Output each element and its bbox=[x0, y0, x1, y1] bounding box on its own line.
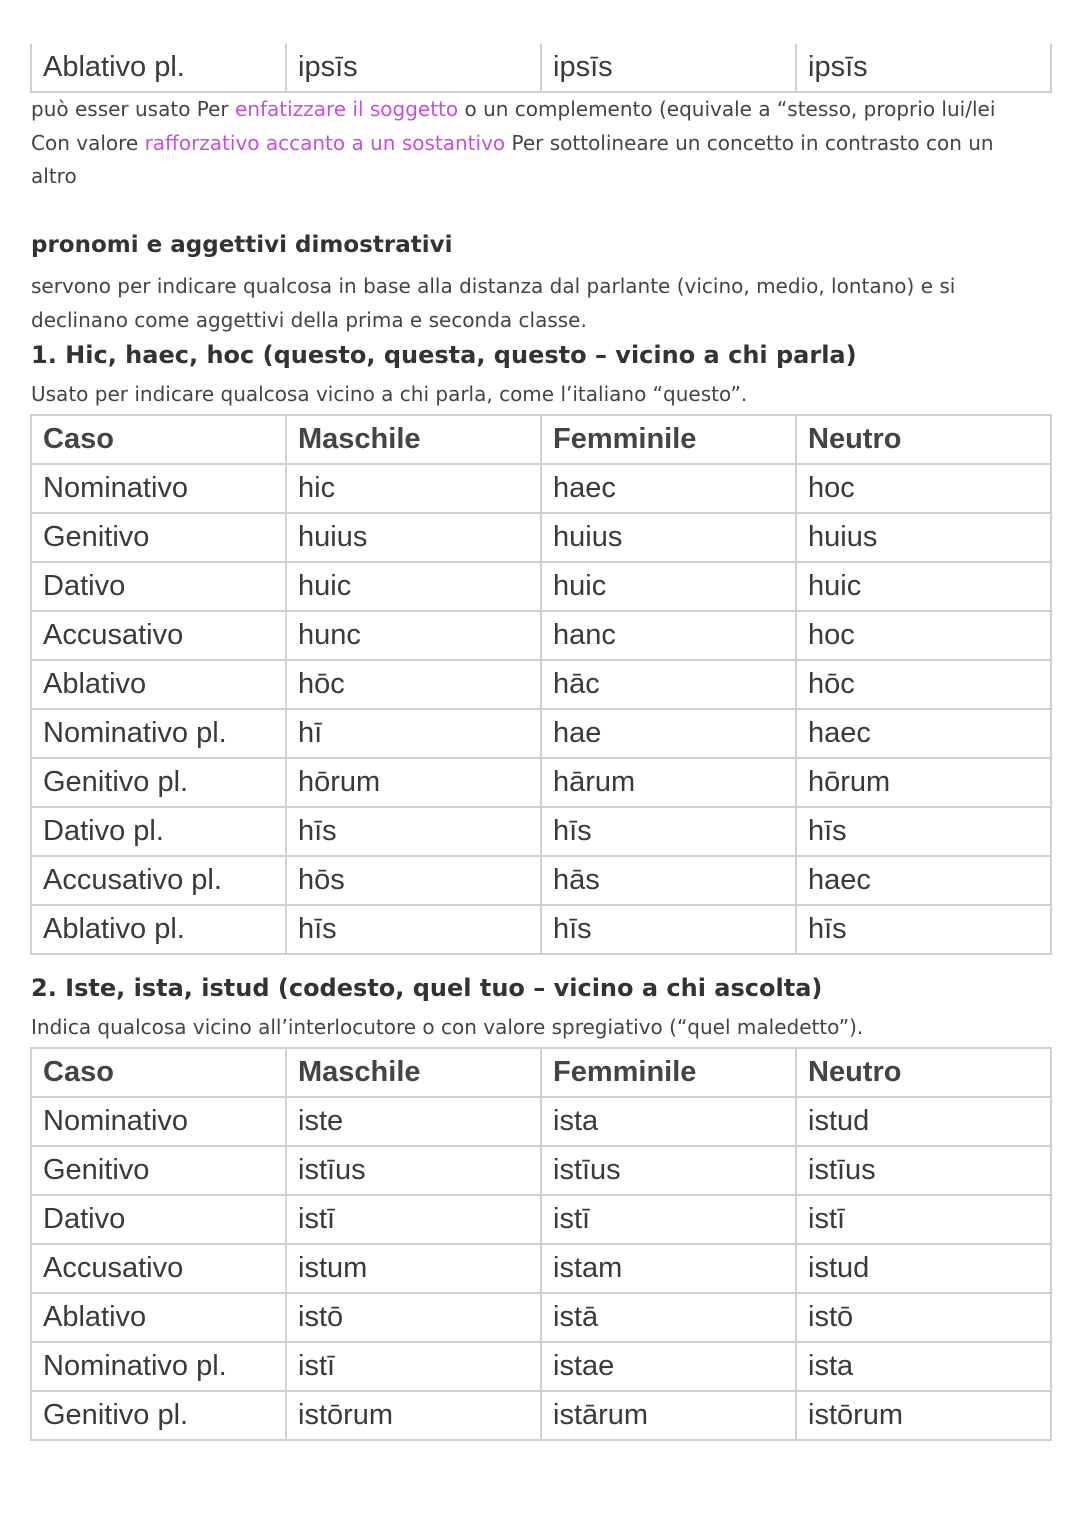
case-label-cell: Genitivo pl. bbox=[31, 1391, 286, 1440]
column-header: Neutro bbox=[796, 415, 1051, 464]
table-cell: hic bbox=[286, 464, 541, 513]
table-row bbox=[31, 1342, 1051, 1391]
hic-heading: 1. Hic, haec, hoc (questo, questa, questo – vicino a chi parla) bbox=[31, 341, 857, 369]
case-label-cell: Ablativo bbox=[31, 660, 286, 709]
table-cell: hīs bbox=[796, 905, 1051, 954]
table-cell: hīs bbox=[286, 905, 541, 954]
section-description: declinano come aggettivi della prima e seconda classe. bbox=[31, 308, 587, 332]
table-cell: hīs bbox=[286, 807, 541, 856]
table-row bbox=[31, 709, 1051, 758]
case-label-cell: Accusativo bbox=[31, 1244, 286, 1293]
column-header: Caso bbox=[31, 415, 286, 464]
case-label-cell: Ablativo pl. bbox=[31, 905, 286, 954]
table-cell: istō bbox=[796, 1293, 1051, 1342]
table-cell: haec bbox=[796, 709, 1051, 758]
table-cell: hunc bbox=[286, 611, 541, 660]
ipse-note-line-2: Con valore rafforzativo accanto a un sostantivo Per sottolineare un concetto in contrasto con un bbox=[31, 131, 994, 155]
column-header: Maschile bbox=[286, 1048, 541, 1097]
table-cell: hōc bbox=[796, 660, 1051, 709]
table-row bbox=[31, 856, 1051, 905]
case-label-cell: Dativo bbox=[31, 1195, 286, 1244]
table-row bbox=[31, 1146, 1051, 1195]
case-label-cell: Genitivo bbox=[31, 1146, 286, 1195]
ipse-table-fragment bbox=[30, 44, 1052, 93]
table-row bbox=[31, 1391, 1051, 1440]
table-cell: hīs bbox=[541, 905, 796, 954]
table-cell: hī bbox=[286, 709, 541, 758]
table-row bbox=[31, 1244, 1051, 1293]
table-cell: istud bbox=[796, 1097, 1051, 1146]
iste-heading: 2. Iste, ista, istud (codesto, quel tuo – vicino a chi ascolta) bbox=[31, 974, 823, 1002]
table-cell: istud bbox=[796, 1244, 1051, 1293]
table-cell: istīus bbox=[286, 1146, 541, 1195]
table-cell: huius bbox=[286, 513, 541, 562]
table-row bbox=[31, 758, 1051, 807]
table-cell: hīs bbox=[541, 807, 796, 856]
ipse-note-line-1: può esser usato Per enfatizzare il soggetto o un complemento (equivale a “stesso, proprio lui/lei bbox=[31, 97, 996, 121]
table-row bbox=[31, 513, 1051, 562]
table-cell: istī bbox=[286, 1342, 541, 1391]
table-cell: hīs bbox=[796, 807, 1051, 856]
case-label-cell: Nominativo pl. bbox=[31, 709, 286, 758]
table-cell: huic bbox=[286, 562, 541, 611]
case-label-cell: Accusativo pl. bbox=[31, 856, 286, 905]
table-row bbox=[31, 905, 1051, 954]
table-cell: istae bbox=[541, 1342, 796, 1391]
table-cell: istum bbox=[286, 1244, 541, 1293]
table-cell: hōs bbox=[286, 856, 541, 905]
table-cell: istīus bbox=[541, 1146, 796, 1195]
table-cell: haec bbox=[796, 856, 1051, 905]
case-label-cell: Accusativo bbox=[31, 611, 286, 660]
section-title: pronomi e aggettivi dimostrativi bbox=[31, 232, 453, 258]
section-description: servono per indicare qualcosa in base alla distanza dal parlante (vicino, medio, lontano) e si bbox=[31, 274, 956, 298]
table-cell: huius bbox=[796, 513, 1051, 562]
table-row bbox=[31, 1293, 1051, 1342]
table-row bbox=[31, 807, 1051, 856]
table-cell: hoc bbox=[796, 611, 1051, 660]
table-header-row bbox=[31, 415, 1051, 464]
ipse-note-line-3: altro bbox=[31, 164, 77, 188]
table-cell: istī bbox=[286, 1195, 541, 1244]
column-header: Maschile bbox=[286, 415, 541, 464]
column-header: Neutro bbox=[796, 1048, 1051, 1097]
column-header: Femminile bbox=[541, 1048, 796, 1097]
table-cell: hārum bbox=[541, 758, 796, 807]
case-label-cell: Nominativo bbox=[31, 1097, 286, 1146]
table-cell: istā bbox=[541, 1293, 796, 1342]
table-cell: hōrum bbox=[286, 758, 541, 807]
table-cell: istōrum bbox=[796, 1391, 1051, 1440]
table-cell: huius bbox=[541, 513, 796, 562]
table-row bbox=[31, 611, 1051, 660]
table-cell: ista bbox=[541, 1097, 796, 1146]
table-cell: ipsīs bbox=[286, 44, 541, 92]
column-header: Femminile bbox=[541, 415, 796, 464]
case-label-cell: Dativo bbox=[31, 562, 286, 611]
table-cell: istō bbox=[286, 1293, 541, 1342]
table-cell: ista bbox=[796, 1342, 1051, 1391]
table-cell: hōrum bbox=[796, 758, 1051, 807]
case-label-cell: Ablativo bbox=[31, 1293, 286, 1342]
table-cell: istam bbox=[541, 1244, 796, 1293]
table-row bbox=[31, 660, 1051, 709]
table-cell: Ablativo pl. bbox=[31, 44, 286, 92]
table-cell: huic bbox=[796, 562, 1051, 611]
iste-description: Indica qualcosa vicino all’interlocutore o con valore spregiativo (“quel maledetto”). bbox=[31, 1015, 864, 1039]
table-cell: hōc bbox=[286, 660, 541, 709]
highlight-text: enfatizzare il soggetto bbox=[235, 97, 459, 121]
table-cell: huic bbox=[541, 562, 796, 611]
table-cell: ipsīs bbox=[796, 44, 1051, 92]
highlight-text: rafforzativo accanto a un sostantivo bbox=[144, 131, 506, 155]
case-label-cell: Dativo pl. bbox=[31, 807, 286, 856]
table-row bbox=[31, 44, 1051, 92]
table-row bbox=[31, 1097, 1051, 1146]
table-row bbox=[31, 464, 1051, 513]
table-cell: ipsīs bbox=[541, 44, 796, 92]
case-label-cell: Nominativo pl. bbox=[31, 1342, 286, 1391]
hic-declension-table bbox=[30, 414, 1052, 955]
iste-declension-table bbox=[30, 1047, 1052, 1441]
table-cell: hoc bbox=[796, 464, 1051, 513]
hic-description: Usato per indicare qualcosa vicino a chi parla, come l’italiano “questo”. bbox=[31, 382, 748, 406]
column-header: Caso bbox=[31, 1048, 286, 1097]
table-row bbox=[31, 1195, 1051, 1244]
case-label-cell: Nominativo bbox=[31, 464, 286, 513]
table-cell: haec bbox=[541, 464, 796, 513]
table-cell: hāc bbox=[541, 660, 796, 709]
case-label-cell: Genitivo bbox=[31, 513, 286, 562]
table-cell: hae bbox=[541, 709, 796, 758]
table-row bbox=[31, 562, 1051, 611]
table-cell: istōrum bbox=[286, 1391, 541, 1440]
table-cell: hanc bbox=[541, 611, 796, 660]
table-cell: hās bbox=[541, 856, 796, 905]
table-cell: istī bbox=[796, 1195, 1051, 1244]
table-cell: iste bbox=[286, 1097, 541, 1146]
table-header-row bbox=[31, 1048, 1051, 1097]
table-cell: istārum bbox=[541, 1391, 796, 1440]
table-cell: istī bbox=[541, 1195, 796, 1244]
table-cell: istīus bbox=[796, 1146, 1051, 1195]
case-label-cell: Genitivo pl. bbox=[31, 758, 286, 807]
